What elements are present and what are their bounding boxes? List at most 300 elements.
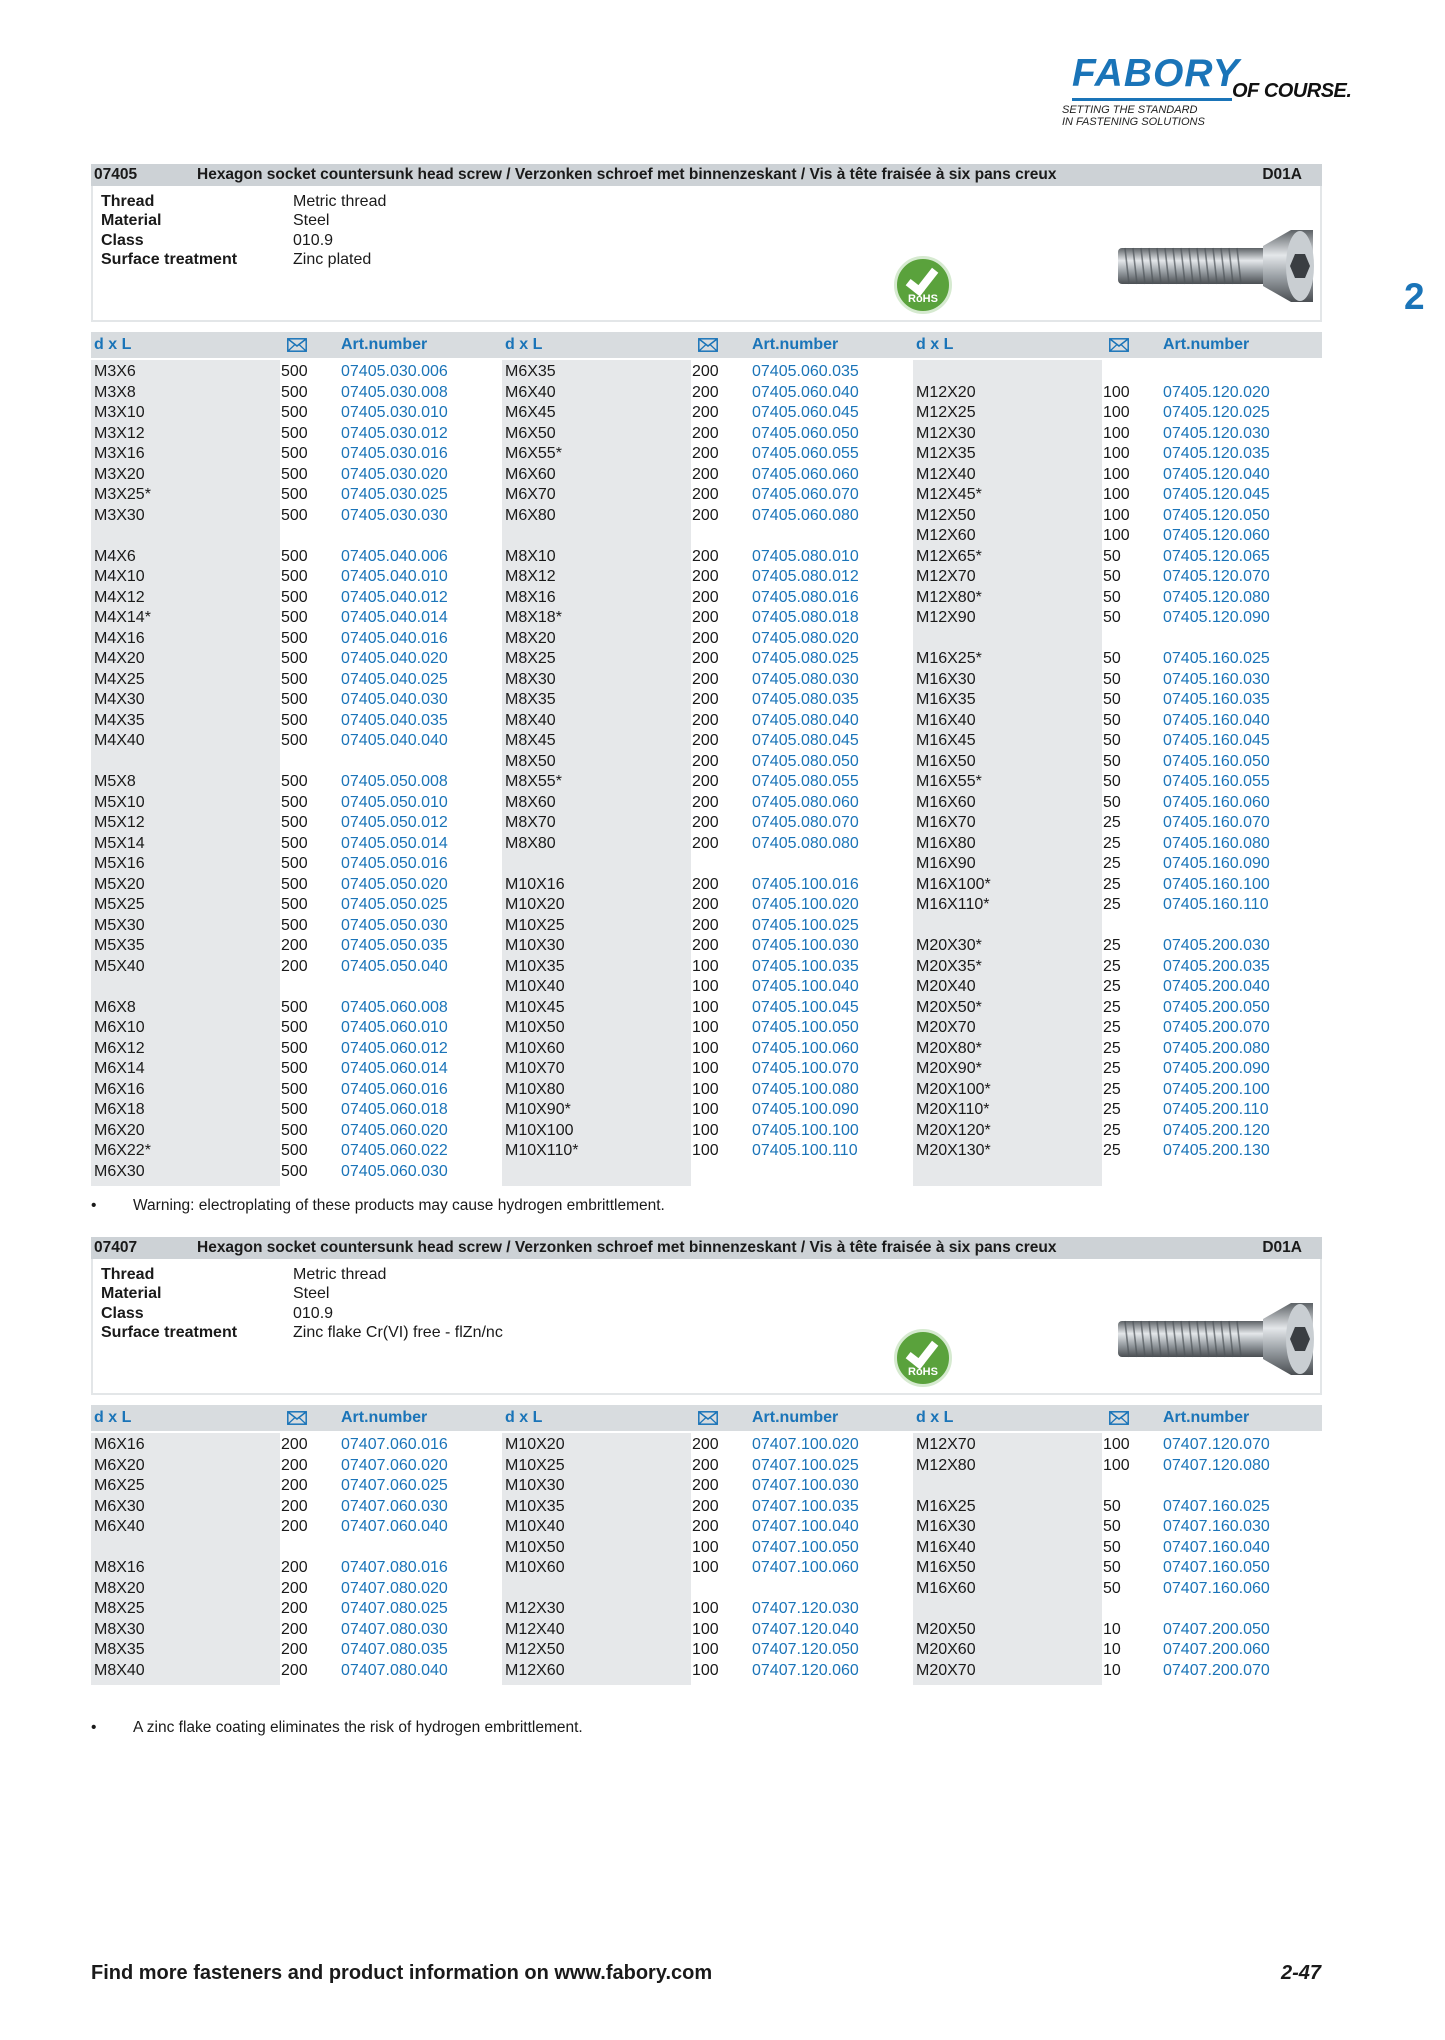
article-number-link[interactable]: 07405.060.020 (341, 1121, 448, 1139)
article-number-link[interactable]: 07405.060.050 (752, 424, 859, 442)
quantity-cell: 100 (692, 1641, 719, 1658)
article-number-link[interactable]: 07405.060.012 (341, 1039, 448, 1057)
column-header-art: Art.number (341, 336, 428, 353)
article-number-link[interactable]: 07405.100.030 (752, 937, 859, 954)
quantity-cell: 50 (1103, 1538, 1121, 1556)
table-row (913, 1579, 1324, 1600)
article-number-link[interactable]: 07405.030.020 (341, 465, 448, 483)
product-section-07405 (91, 164, 1322, 1180)
quantity-cell: 500 (281, 1162, 308, 1180)
article-number-link[interactable]: 07407.060.040 (341, 1518, 448, 1535)
table-row (91, 1661, 502, 1682)
article-number-link[interactable]: 07405.040.012 (341, 588, 448, 606)
table-row (913, 813, 1324, 834)
article-number-link[interactable]: 07405.200.050 (1163, 998, 1270, 1016)
article-number-link[interactable]: 07405.030.008 (341, 383, 448, 401)
article-number-link[interactable]: 07405.120.090 (1163, 609, 1270, 626)
size-cell: M16X60 (916, 1579, 976, 1597)
article-number-link[interactable]: 07405.120.030 (1163, 424, 1270, 442)
article-number-link[interactable]: 07405.200.130 (1163, 1142, 1270, 1159)
article-number-link[interactable]: 07405.050.025 (341, 896, 448, 913)
article-number-link[interactable]: 07407.200.050 (1163, 1620, 1270, 1638)
article-number-link[interactable]: 07405.050.012 (341, 814, 448, 831)
article-number-link[interactable]: 07405.100.025 (752, 916, 859, 934)
size-cell: M10X30 (505, 937, 565, 954)
quantity-cell: 500 (281, 547, 308, 565)
quantity-cell: 100 (1103, 383, 1130, 401)
table-row (91, 444, 502, 465)
article-number-link[interactable]: 07407.120.030 (752, 1600, 859, 1617)
quantity-cell: 200 (692, 1497, 719, 1515)
table-row (91, 1579, 502, 1600)
quantity-cell: 200 (281, 1641, 308, 1658)
article-number-link[interactable]: 07405.080.040 (752, 711, 859, 729)
prop-surface: Surface treatment Zinc flake Cr(VI) free - flZn/nc (101, 1324, 503, 1342)
article-number-link[interactable]: 07405.080.070 (752, 814, 859, 831)
table-row (913, 1080, 1324, 1101)
article-number-link[interactable]: 07405.120.025 (1163, 404, 1270, 421)
size-cell: M8X30 (505, 670, 556, 688)
table-row (913, 1039, 1324, 1060)
article-number-link[interactable]: 07405.100.100 (752, 1121, 859, 1139)
size-cell: M8X10 (505, 547, 556, 565)
article-number-link[interactable]: 07405.200.090 (1163, 1060, 1270, 1077)
article-number-link[interactable]: 07405.060.022 (341, 1142, 448, 1159)
article-number-link[interactable]: 07405.060.055 (752, 445, 859, 462)
size-cell: M6X16 (94, 1080, 145, 1098)
table-row (91, 1640, 502, 1661)
article-number-link[interactable]: 07405.080.080 (752, 834, 859, 852)
article-number-link[interactable]: 07405.080.045 (752, 732, 859, 749)
size-cell: M4X6 (94, 547, 136, 565)
quantity-cell: 200 (281, 937, 308, 954)
article-number-link[interactable]: 07405.060.080 (752, 506, 859, 524)
size-cell: M5X8 (94, 773, 136, 790)
table-row (502, 875, 913, 896)
quantity-cell: 25 (1103, 1060, 1121, 1077)
table-row (913, 1121, 1324, 1142)
size-cell: M6X20 (94, 1121, 145, 1139)
quantity-cell: 100 (692, 1559, 719, 1576)
article-number-link[interactable]: 07407.080.030 (341, 1620, 448, 1638)
article-number-link[interactable]: 07407.100.025 (752, 1456, 859, 1474)
quantity-cell: 500 (281, 568, 308, 585)
size-cell: M8X18* (505, 609, 562, 626)
article-number-link[interactable]: 07405.160.060 (1163, 793, 1270, 811)
article-number-link[interactable]: 07405.200.070 (1163, 1019, 1270, 1036)
quantity-cell: 500 (281, 793, 308, 811)
size-cell: M5X20 (94, 875, 145, 893)
article-number-link[interactable]: 07407.080.040 (341, 1661, 448, 1679)
table-row (913, 711, 1324, 732)
article-number-link[interactable]: 07405.100.020 (752, 896, 859, 913)
article-number-link[interactable]: 07405.040.016 (341, 629, 448, 647)
article-number-link[interactable]: 07405.030.012 (341, 424, 448, 442)
article-number-link[interactable]: 07405.100.035 (752, 957, 859, 975)
article-number-link[interactable]: 07405.060.030 (341, 1162, 448, 1180)
article-number-link[interactable]: 07405.030.010 (341, 404, 448, 421)
article-number-link[interactable]: 07405.040.010 (341, 568, 448, 585)
table-column-1 (91, 1433, 502, 1685)
article-number-link[interactable]: 07405.030.006 (341, 363, 448, 380)
table-row (502, 813, 913, 834)
table-row (91, 362, 502, 383)
article-number-link[interactable]: 07405.160.035 (1163, 691, 1270, 708)
article-number-link[interactable]: 07405.100.080 (752, 1080, 859, 1098)
size-cell: M10X40 (505, 1518, 565, 1535)
table-row (91, 383, 502, 404)
bullet: • (91, 1197, 97, 1214)
table-row (502, 1517, 913, 1538)
quantity-cell: 500 (281, 773, 308, 790)
size-cell: M6X10 (94, 1019, 145, 1036)
quantity-cell: 25 (1103, 1080, 1121, 1098)
article-number-link[interactable]: 07405.120.040 (1163, 465, 1270, 483)
article-number-link[interactable]: 07405.080.035 (752, 691, 859, 708)
article-number-link[interactable]: 07405.050.030 (341, 916, 448, 934)
size-cell: M10X90* (505, 1101, 571, 1118)
size-cell: M4X40 (94, 732, 145, 749)
article-number-link[interactable]: 07407.160.050 (1163, 1559, 1270, 1576)
column-header-dxl: d x L (94, 1409, 132, 1426)
table-row (502, 1640, 913, 1661)
quantity-cell: 100 (692, 1661, 719, 1679)
quantity-cell: 100 (692, 1060, 719, 1077)
article-number-link[interactable]: 07405.120.065 (1163, 547, 1270, 565)
article-number-link[interactable]: 07407.100.020 (752, 1436, 859, 1453)
article-number-link[interactable]: 07405.080.010 (752, 547, 859, 565)
article-number-link[interactable]: 07405.080.055 (752, 773, 859, 790)
quantity-cell: 100 (1103, 527, 1130, 544)
size-cell: M6X14 (94, 1060, 145, 1077)
quantity-cell: 100 (1103, 445, 1130, 462)
table-row (91, 1018, 502, 1039)
article-number-link[interactable]: 07405.060.040 (752, 383, 859, 401)
table-row (502, 998, 913, 1019)
size-cell: M10X70 (505, 1060, 565, 1077)
article-number-link[interactable]: 07407.060.030 (341, 1497, 448, 1515)
footer-text: Find more fasteners and product information on www.fabory.com (91, 1962, 713, 1984)
table-row (91, 465, 502, 486)
prop-material: Material Steel (101, 1285, 330, 1303)
article-number-link[interactable]: 07405.060.018 (341, 1101, 448, 1118)
article-number-link[interactable]: 07407.120.040 (752, 1620, 859, 1638)
quantity-cell: 200 (692, 568, 719, 585)
quantity-cell: 100 (692, 1080, 719, 1098)
size-cell: M8X20 (505, 629, 556, 647)
article-number-link[interactable]: 07407.120.060 (752, 1661, 859, 1679)
quantity-cell: 200 (692, 937, 719, 954)
article-number-link[interactable]: 07405.200.040 (1163, 978, 1270, 995)
size-cell: M6X40 (94, 1518, 145, 1535)
article-number-link[interactable]: 07405.100.045 (752, 998, 859, 1016)
article-number-link[interactable]: 07405.050.008 (341, 773, 448, 790)
article-number-link[interactable]: 07405.040.014 (341, 609, 448, 626)
size-cell: M10X50 (505, 1538, 565, 1556)
article-number-link[interactable]: 07405.060.070 (752, 486, 859, 503)
article-number-link[interactable]: 07407.120.050 (752, 1641, 859, 1658)
prop-thread: Thread Metric thread (101, 193, 387, 210)
article-number-link[interactable]: 07405.200.110 (1163, 1101, 1269, 1118)
brand-name: FABORY (1072, 52, 1240, 95)
article-number-link[interactable]: 07407.160.030 (1163, 1518, 1270, 1535)
article-number-link[interactable]: 07405.030.025 (341, 486, 448, 503)
article-number-link[interactable]: 07405.100.016 (752, 875, 859, 893)
table-row (91, 547, 502, 568)
article-number-link[interactable]: 07407.200.060 (1163, 1641, 1270, 1658)
table-row (913, 1456, 1324, 1477)
article-number-link[interactable]: 07405.160.070 (1163, 814, 1270, 831)
size-cell: M12X70 (916, 1436, 976, 1453)
quantity-cell: 200 (692, 1477, 719, 1494)
quantity-cell: 500 (281, 916, 308, 934)
article-number-link[interactable]: 07405.120.020 (1163, 383, 1270, 401)
table-header (91, 1405, 1322, 1431)
size-cell: M6X18 (94, 1101, 145, 1118)
quantity-cell: 200 (692, 404, 719, 421)
table-row (913, 1497, 1324, 1518)
quantity-cell: 100 (692, 1101, 719, 1118)
article-number-link[interactable]: 07405.200.120 (1163, 1121, 1270, 1139)
article-number-link[interactable]: 07405.120.060 (1163, 527, 1270, 544)
size-cell: M10X25 (505, 916, 565, 934)
article-number-link[interactable]: 07405.040.035 (341, 711, 448, 729)
size-cell: M6X80 (505, 506, 556, 524)
article-number-link[interactable]: 07407.060.016 (341, 1436, 448, 1453)
article-number-link[interactable]: 07407.100.050 (752, 1538, 859, 1556)
article-number-link[interactable]: 07405.040.030 (341, 691, 448, 708)
article-number-link[interactable]: 07405.100.090 (752, 1101, 859, 1118)
quantity-cell: 500 (281, 363, 308, 380)
article-number-link[interactable]: 07405.160.050 (1163, 752, 1270, 770)
article-number-link[interactable]: 07405.080.025 (752, 650, 859, 667)
size-cell: M16X110* (916, 896, 990, 913)
quantity-cell: 500 (281, 814, 308, 831)
article-number-link[interactable]: 07405.200.030 (1163, 937, 1270, 954)
article-number-link[interactable]: 07405.160.045 (1163, 732, 1270, 749)
article-number-link[interactable]: 07405.040.020 (341, 650, 448, 667)
article-number-link[interactable]: 07405.080.012 (752, 568, 859, 585)
quantity-cell: 50 (1103, 568, 1121, 585)
article-number-link[interactable]: 07405.080.060 (752, 793, 859, 811)
table-row (502, 383, 913, 404)
quantity-cell: 200 (281, 1620, 308, 1638)
size-cell: M5X14 (94, 834, 145, 852)
article-number-link[interactable]: 07407.080.025 (341, 1600, 448, 1617)
article-number-link[interactable]: 07407.080.035 (341, 1641, 448, 1658)
envelope-icon (698, 1411, 718, 1425)
quantity-cell: 200 (692, 670, 719, 688)
table-row (502, 1661, 913, 1682)
article-number-link[interactable]: 07405.050.035 (341, 937, 448, 954)
article-number-link[interactable]: 07405.200.035 (1163, 957, 1270, 975)
article-number-link[interactable]: 07405.120.080 (1163, 588, 1270, 606)
check-icon (906, 1335, 939, 1370)
size-cell: M20X100* (916, 1080, 991, 1098)
article-number-link[interactable]: 07405.080.018 (752, 609, 859, 626)
article-number-link[interactable]: 07405.060.008 (341, 998, 448, 1016)
article-number-link[interactable]: 07405.080.016 (752, 588, 859, 606)
table-row (913, 793, 1324, 814)
article-number-link[interactable]: 07405.050.020 (341, 875, 448, 893)
article-number-link[interactable]: 07407.060.025 (341, 1477, 448, 1494)
table-row (502, 1456, 913, 1477)
quantity-cell: 500 (281, 629, 308, 647)
quantity-cell: 500 (281, 1121, 308, 1139)
article-number-link[interactable]: 07405.160.100 (1163, 875, 1270, 893)
table-row (913, 506, 1324, 527)
table-row (913, 1435, 1324, 1456)
size-cell: M10X50 (505, 1019, 565, 1036)
article-code: 07405 (94, 166, 138, 183)
article-number-link[interactable]: 07407.100.040 (752, 1518, 859, 1535)
article-number-link[interactable]: 07405.160.025 (1163, 650, 1270, 667)
article-number-link[interactable]: 07405.160.030 (1163, 670, 1270, 688)
quantity-cell: 25 (1103, 978, 1121, 995)
quantity-cell: 200 (692, 732, 719, 749)
size-cell: M8X70 (505, 814, 556, 831)
size-cell: M8X16 (94, 1559, 145, 1576)
size-cell: M10X16 (505, 875, 565, 893)
article-number-link[interactable]: 07405.080.050 (752, 752, 859, 770)
article-number-link[interactable]: 07407.200.070 (1163, 1661, 1270, 1679)
quantity-cell: 50 (1103, 793, 1121, 811)
article-number-link[interactable]: 07405.060.060 (752, 465, 859, 483)
article-number-link[interactable]: 07405.060.035 (752, 363, 859, 380)
article-number-link[interactable]: 07405.080.030 (752, 670, 859, 688)
article-number-link[interactable]: 07405.060.016 (341, 1080, 448, 1098)
prop-class: Class 010.9 (101, 1304, 334, 1322)
article-number-link[interactable]: 07405.030.030 (341, 506, 448, 524)
article-number-link[interactable]: 07407.160.040 (1163, 1538, 1270, 1556)
article-number-link[interactable]: 07405.160.080 (1163, 834, 1270, 852)
article-number-link[interactable]: 07405.060.010 (341, 1019, 448, 1036)
article-number-link[interactable]: 07405.060.014 (341, 1060, 448, 1077)
size-cell: M10X80 (505, 1080, 565, 1098)
article-number-link[interactable]: 07405.100.040 (752, 978, 859, 995)
size-cell: M6X55* (505, 445, 562, 462)
article-number-link[interactable]: 07405.200.080 (1163, 1039, 1270, 1057)
article-number-link[interactable]: 07407.120.080 (1163, 1456, 1270, 1474)
article-number-link[interactable]: 07405.160.090 (1163, 855, 1270, 872)
article-number-link[interactable]: 07407.060.020 (341, 1456, 448, 1474)
article-number-link[interactable]: 07405.060.045 (752, 404, 859, 421)
table-row (913, 1558, 1324, 1579)
size-cell: M12X30 (916, 424, 976, 442)
size-cell: M20X50 (916, 1620, 976, 1638)
size-cell: M3X8 (94, 383, 136, 401)
article-number-link[interactable]: 07405.080.020 (752, 629, 859, 647)
table-row (91, 1476, 502, 1497)
article-number-link[interactable]: 07405.160.055 (1163, 773, 1270, 790)
table-row (502, 1476, 913, 1497)
article-number-link[interactable]: 07405.120.035 (1163, 445, 1270, 462)
article-number-link[interactable]: 07407.160.060 (1163, 1579, 1270, 1597)
table-row (913, 547, 1324, 568)
article-number-link[interactable]: 07405.040.040 (341, 732, 448, 749)
table-row (502, 567, 913, 588)
size-cell: M6X50 (505, 424, 556, 442)
article-number-link[interactable]: 07405.160.040 (1163, 711, 1270, 729)
article-number-link[interactable]: 07405.050.040 (341, 957, 448, 975)
size-cell: M4X35 (94, 711, 145, 729)
quantity-cell: 100 (1103, 486, 1130, 503)
prop-thread: Thread Metric thread (101, 1266, 387, 1283)
article-number-link[interactable]: 07405.030.016 (341, 445, 448, 462)
article-number-link[interactable]: 07405.100.070 (752, 1060, 859, 1077)
article-number-link[interactable]: 07405.040.025 (341, 670, 448, 688)
quantity-cell: 25 (1103, 1101, 1121, 1118)
article-number-link[interactable]: 07407.080.016 (341, 1559, 448, 1576)
table-column-1 (91, 360, 502, 1186)
column-header-art: Art.number (752, 1409, 839, 1426)
size-cell: M3X12 (94, 424, 145, 442)
size-cell: M3X6 (94, 363, 136, 380)
size-cell: M10X35 (505, 1497, 565, 1515)
size-cell: M20X70 (916, 1661, 976, 1679)
article-number-link[interactable]: 07407.120.070 (1163, 1436, 1270, 1453)
rohs-badge-icon: RoHS (894, 256, 952, 314)
table-row (913, 834, 1324, 855)
article-number-link[interactable]: 07405.120.050 (1163, 506, 1270, 524)
table-row (91, 1517, 502, 1538)
article-number-link[interactable]: 07405.120.045 (1163, 486, 1270, 503)
table-row (91, 1599, 502, 1620)
size-cell: M6X12 (94, 1039, 145, 1057)
article-number-link[interactable]: 07407.100.060 (752, 1559, 859, 1576)
article-number-link[interactable]: 07405.040.006 (341, 547, 448, 565)
size-cell: M8X55* (505, 773, 562, 790)
article-number-link[interactable]: 07405.100.060 (752, 1039, 859, 1057)
quantity-cell: 50 (1103, 1579, 1121, 1597)
size-cell: M20X130* (916, 1142, 991, 1159)
article-number-link[interactable]: 07407.080.020 (341, 1579, 448, 1597)
article-number-link[interactable]: 07405.050.014 (341, 834, 448, 852)
quantity-cell: 100 (1103, 424, 1130, 442)
quantity-cell: 500 (281, 506, 308, 524)
quantity-cell: 50 (1103, 670, 1121, 688)
article-number-link[interactable]: 07405.050.010 (341, 793, 448, 811)
article-number-link[interactable]: 07405.200.100 (1163, 1080, 1270, 1098)
quantity-cell: 200 (281, 1600, 308, 1617)
article-number-link[interactable]: 07405.100.110 (752, 1142, 858, 1159)
article-number-link[interactable]: 07405.050.016 (341, 855, 448, 872)
article-number-link[interactable]: 07407.100.035 (752, 1497, 859, 1515)
quantity-cell: 200 (692, 445, 719, 462)
quantity-cell: 500 (281, 588, 308, 606)
article-number-link[interactable]: 07407.100.030 (752, 1477, 859, 1494)
table-row (91, 1456, 502, 1477)
size-cell: M20X120* (916, 1121, 991, 1139)
article-number-link[interactable]: 07405.120.070 (1163, 568, 1270, 585)
table-row (913, 1517, 1324, 1538)
article-number-link[interactable]: 07407.160.025 (1163, 1497, 1270, 1515)
table-row (913, 485, 1324, 506)
table-row (91, 506, 502, 527)
article-number-link[interactable]: 07405.160.110 (1163, 896, 1269, 913)
quantity-cell: 50 (1103, 691, 1121, 708)
quantity-cell: 100 (1103, 506, 1130, 524)
quantity-cell: 50 (1103, 609, 1121, 626)
article-number-link[interactable]: 07405.100.050 (752, 1019, 859, 1036)
brand-underline (1072, 98, 1232, 101)
table-row (91, 772, 502, 793)
page-number: 2-47 (1280, 1962, 1321, 1984)
quantity-cell: 50 (1103, 732, 1121, 749)
table-row (913, 1018, 1324, 1039)
envelope-icon (1109, 1411, 1129, 1425)
table-row (502, 506, 913, 527)
